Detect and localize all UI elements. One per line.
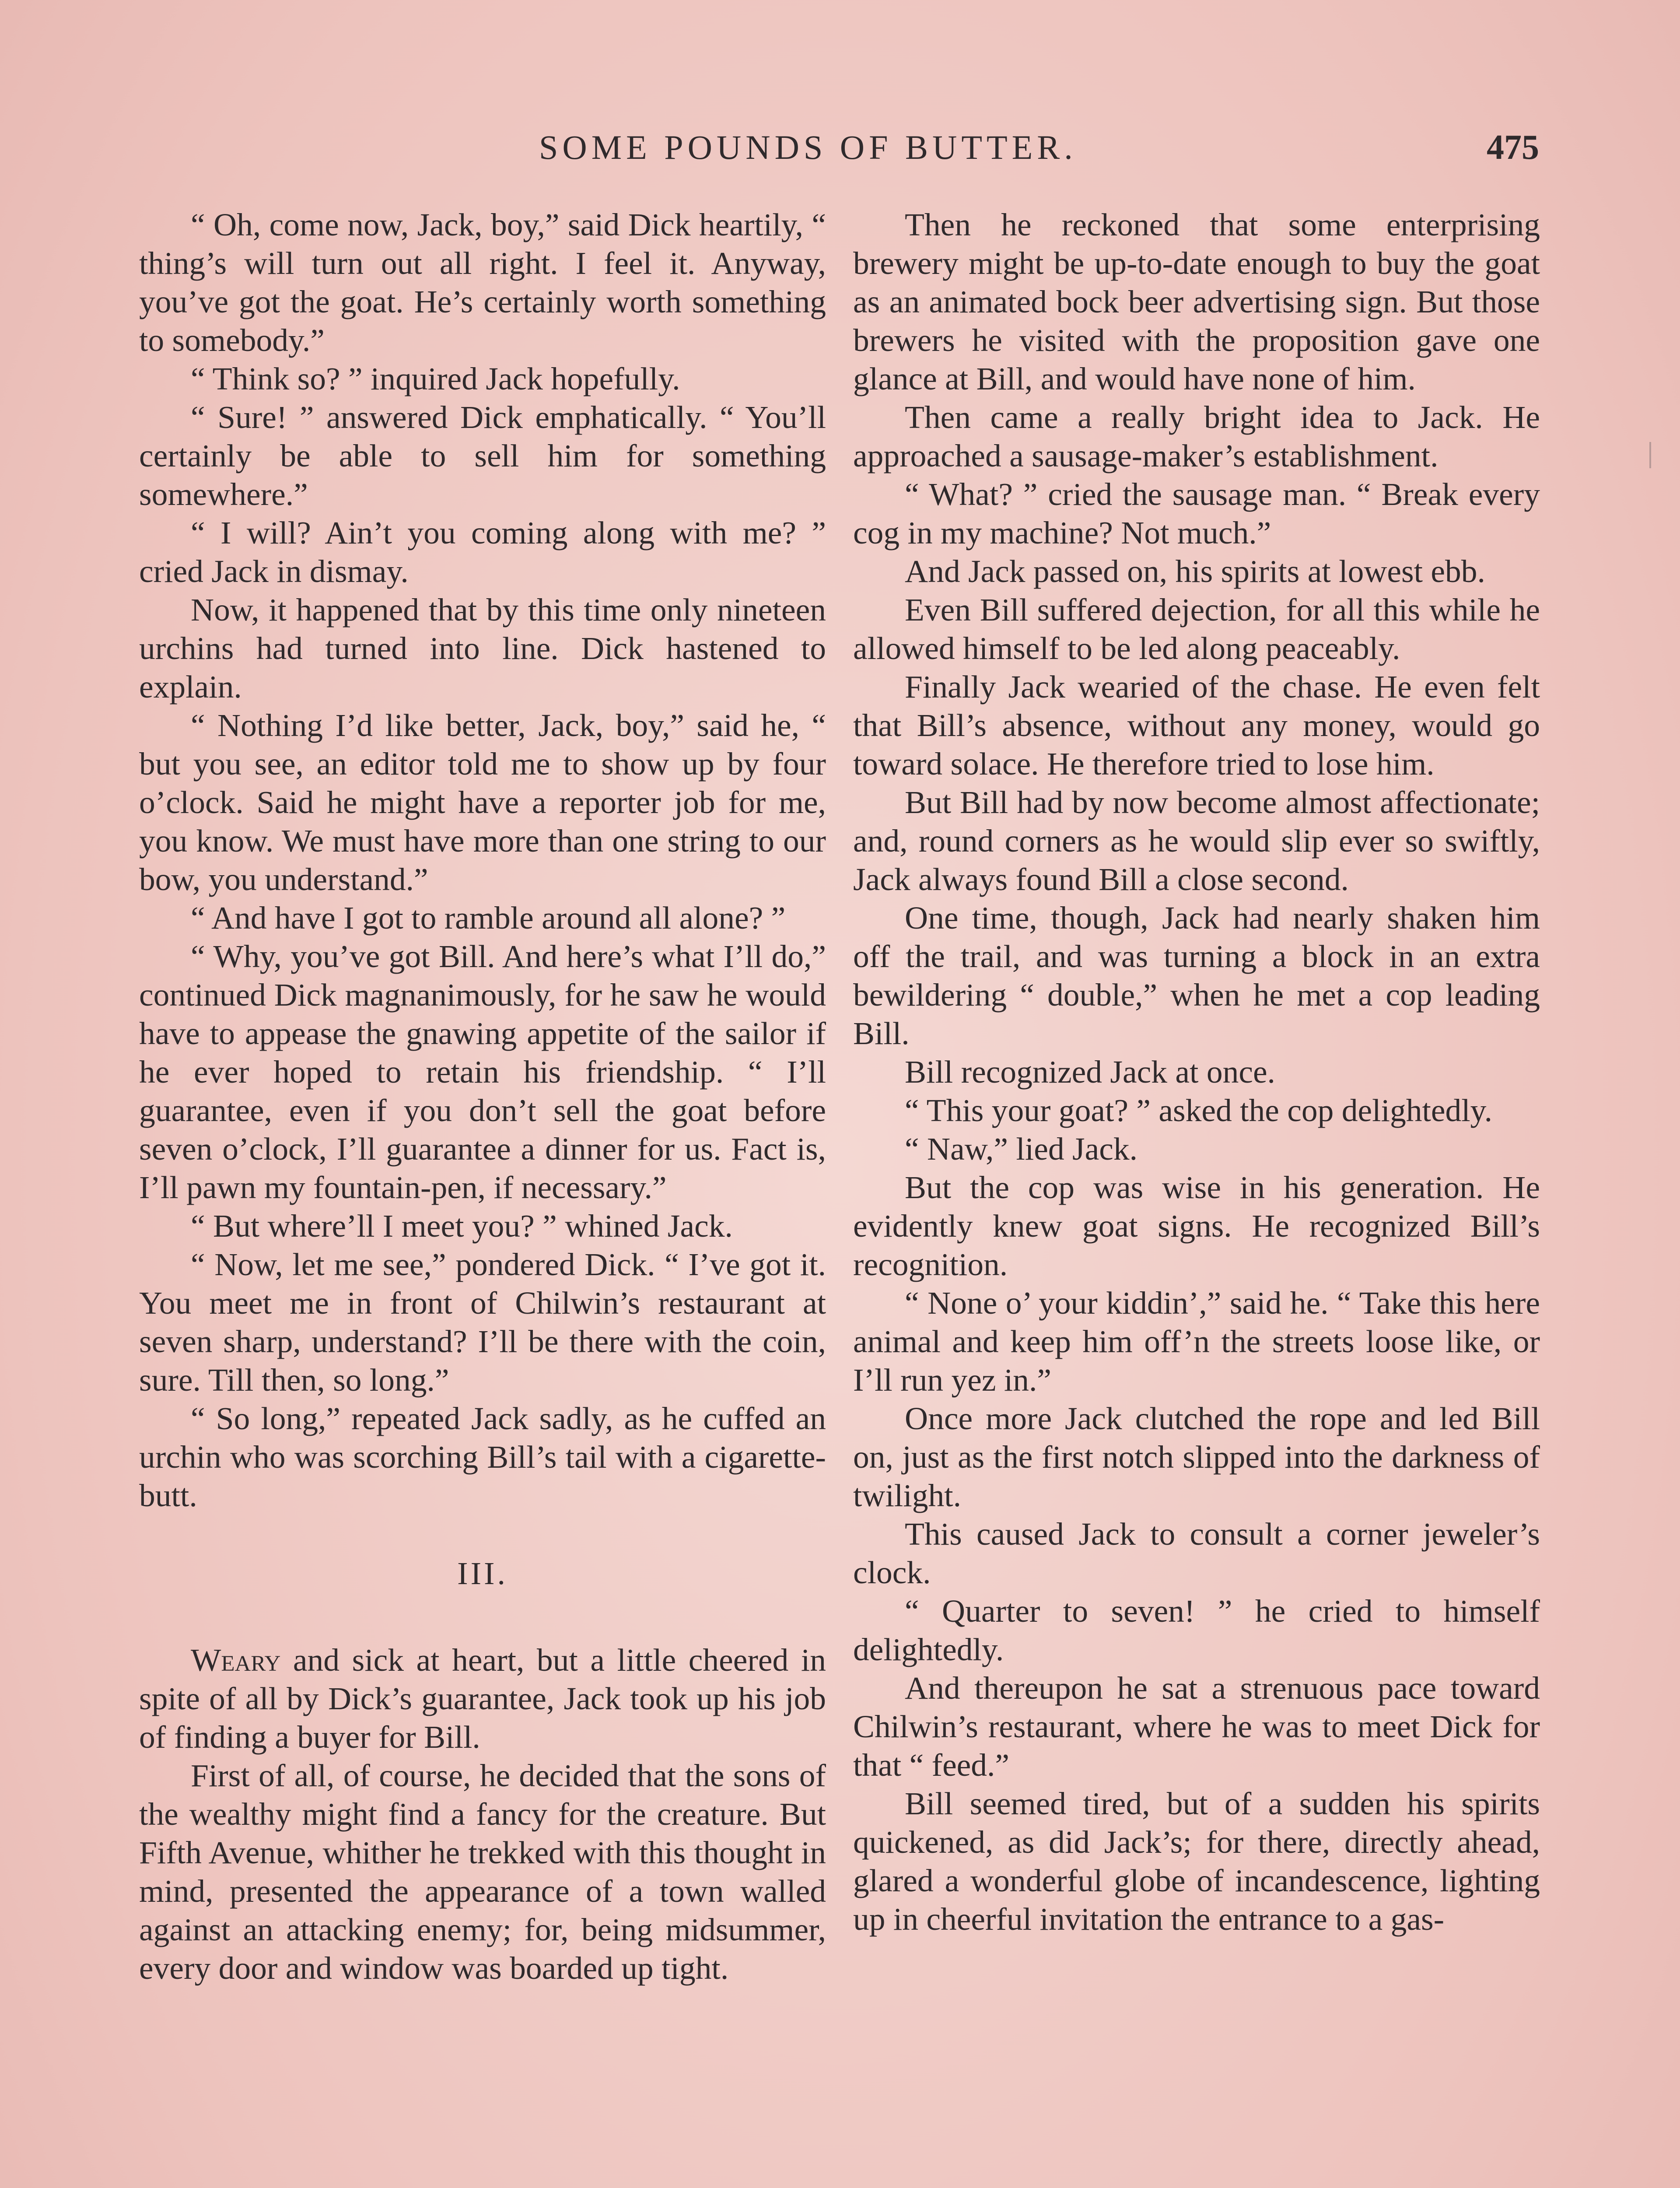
paragraph: Once more Jack clutched the rope and led Bill on, just as the first notch slipped into the darkness of twilight. (853, 1401, 1540, 1513)
paragraph: Even Bill suffered dejection, for all this while he allowed himself to be led along peaceably. (853, 592, 1540, 666)
paragraph: “ Now, let me see,” pondered Dick. “ I’ve got it. You meet me in front of Chilwin’s restaurant at seven sharp, understand? I’ll be there with the coin, sure. Till then, so long.” (139, 1247, 826, 1398)
right-column (853, 206, 1540, 1939)
paper-mark (1649, 442, 1651, 468)
running-header (0, 128, 1680, 176)
paragraph: “ None o’ your kiddin’,” said he. “ Take this here animal and keep him off’n the streets loose like, or I’ll run yez in.” (853, 1285, 1540, 1398)
paragraph: “ Naw,” lied Jack. (905, 1131, 1138, 1167)
paragraph: “ Oh, come now, Jack, boy,” said Dick heartily, “ thing’s will turn out all right. I feel it. Anyway, you’ve got the goat. He’s certainly worth something to somebody.” (139, 207, 826, 358)
paragraph: “ Nothing I’d like better, Jack, boy,” said he, “ but you see, an editor told me to show up by four o’clock. Said he might have a reporter job for me, you know. We must have more than one string to our bow, you understand.” (139, 708, 826, 897)
paragraph: Then he reckoned that some enterprising brewery might be up-to-date enough to buy the goat as an animated bock beer advertising sign. But those brewers he visited with the proposition gave one glance at Bill, and would have none of him. (853, 207, 1540, 396)
section-heading: III. (457, 1556, 508, 1591)
paragraph: First of all, of course, he decided that the sons of the wealthy might find a fancy for the creature. But Fifth Avenue, whither he trekked with this thought in mind, presented the appearance of a town walled against an attacking enemy; for, being midsummer, every door and window was boarded up tight. (139, 1758, 826, 1986)
paragraph: “ Quarter to seven! ” he cried to himself delightedly. (853, 1593, 1540, 1667)
paragraph: And Jack passed on, his spirits at lowest ebb. (905, 554, 1485, 589)
paragraph: “ I will? Ain’t you coming along with me? ” cried Jack in dismay. (139, 515, 826, 589)
paragraph: “ Why, you’ve got Bill. And here’s what I’ll do,” continued Dick magnanimously, for he saw he would have to appease the gnawing appetite of the sailor if he ever hoped to retain his friendship. “ I’ll guarantee, even if you don’t sell the goat before seven o’clock, I’ll guarantee a dinner for us. Fact is, I’ll pawn my fountain-pen, if necessary.” (139, 939, 826, 1205)
paragraph: Now, it happened that by this time only nineteen urchins had turned into line. Dick hastened to explain. (139, 592, 826, 705)
page-number: 475 (1487, 128, 1539, 167)
paragraph: “ This your goat? ” asked the cop delightedly. (905, 1093, 1493, 1128)
paragraph: “ Sure! ” answered Dick emphatically. “ You’ll certainly be able to sell him for something somewhere.” (139, 400, 826, 512)
left-column (139, 206, 826, 1988)
paragraph: One time, though, Jack had nearly shaken him off the trail, and was turning a block in an extra bewildering “ double,” when he met a cop leading Bill. (853, 900, 1540, 1051)
paragraph: “ But where’ll I meet you? ” whined Jack. (191, 1208, 733, 1244)
running-title: SOME POUNDS OF BUTTER. (539, 128, 1077, 166)
paragraph: This caused Jack to consult a corner jeweler’s clock. (853, 1516, 1540, 1590)
paragraph: But the cop was wise in his generation. He evidently knew goat signs. He recognized Bill’s recognition. (853, 1170, 1540, 1282)
paragraph: “ So long,” repeated Jack sadly, as he cuffed an urchin who was scorching Bill’s tail with a cigarette-butt. (139, 1401, 826, 1513)
paragraph: “ What? ” cried the sausage man. “ Break every cog in my machine? Not much.” (853, 477, 1540, 551)
paragraph: “ Think so? ” inquired Jack hopefully. (191, 361, 680, 396)
drop-word: Weary (191, 1642, 281, 1678)
paragraph (139, 1641, 826, 1757)
paragraph: And thereupon he sat a strenuous pace toward Chilwin’s restaurant, where he was to meet Dick for that “ feed.” (853, 1670, 1540, 1783)
paragraph: Finally Jack wearied of the chase. He even felt that Bill’s absence, without any money, would go toward solace. He therefore tried to lose him. (853, 669, 1540, 782)
paragraph: Bill recognized Jack at once. (905, 1054, 1275, 1090)
paragraph: “ And have I got to ramble around all alone? ” (191, 900, 786, 936)
paragraph: But Bill had by now become almost affectionate; and, round corners as he would slip ever so swiftly, Jack always found Bill a close second. (853, 785, 1540, 897)
paragraph: Then came a really bright idea to Jack. He approached a sausage-maker’s establishment. (853, 400, 1540, 473)
paragraph-text: and sick at heart, but a little cheered in spite of all by Dick’s guarantee, Jack took up his job of finding a buyer for Bill. (139, 1642, 826, 1755)
paragraph: Bill seemed tired, but of a sudden his spirits quickened, as did Jack’s; for there, directly ahead, glared a wonderful globe of incandescence, lighting up in cheerful invitation the entrance to a gas- (853, 1786, 1540, 1937)
